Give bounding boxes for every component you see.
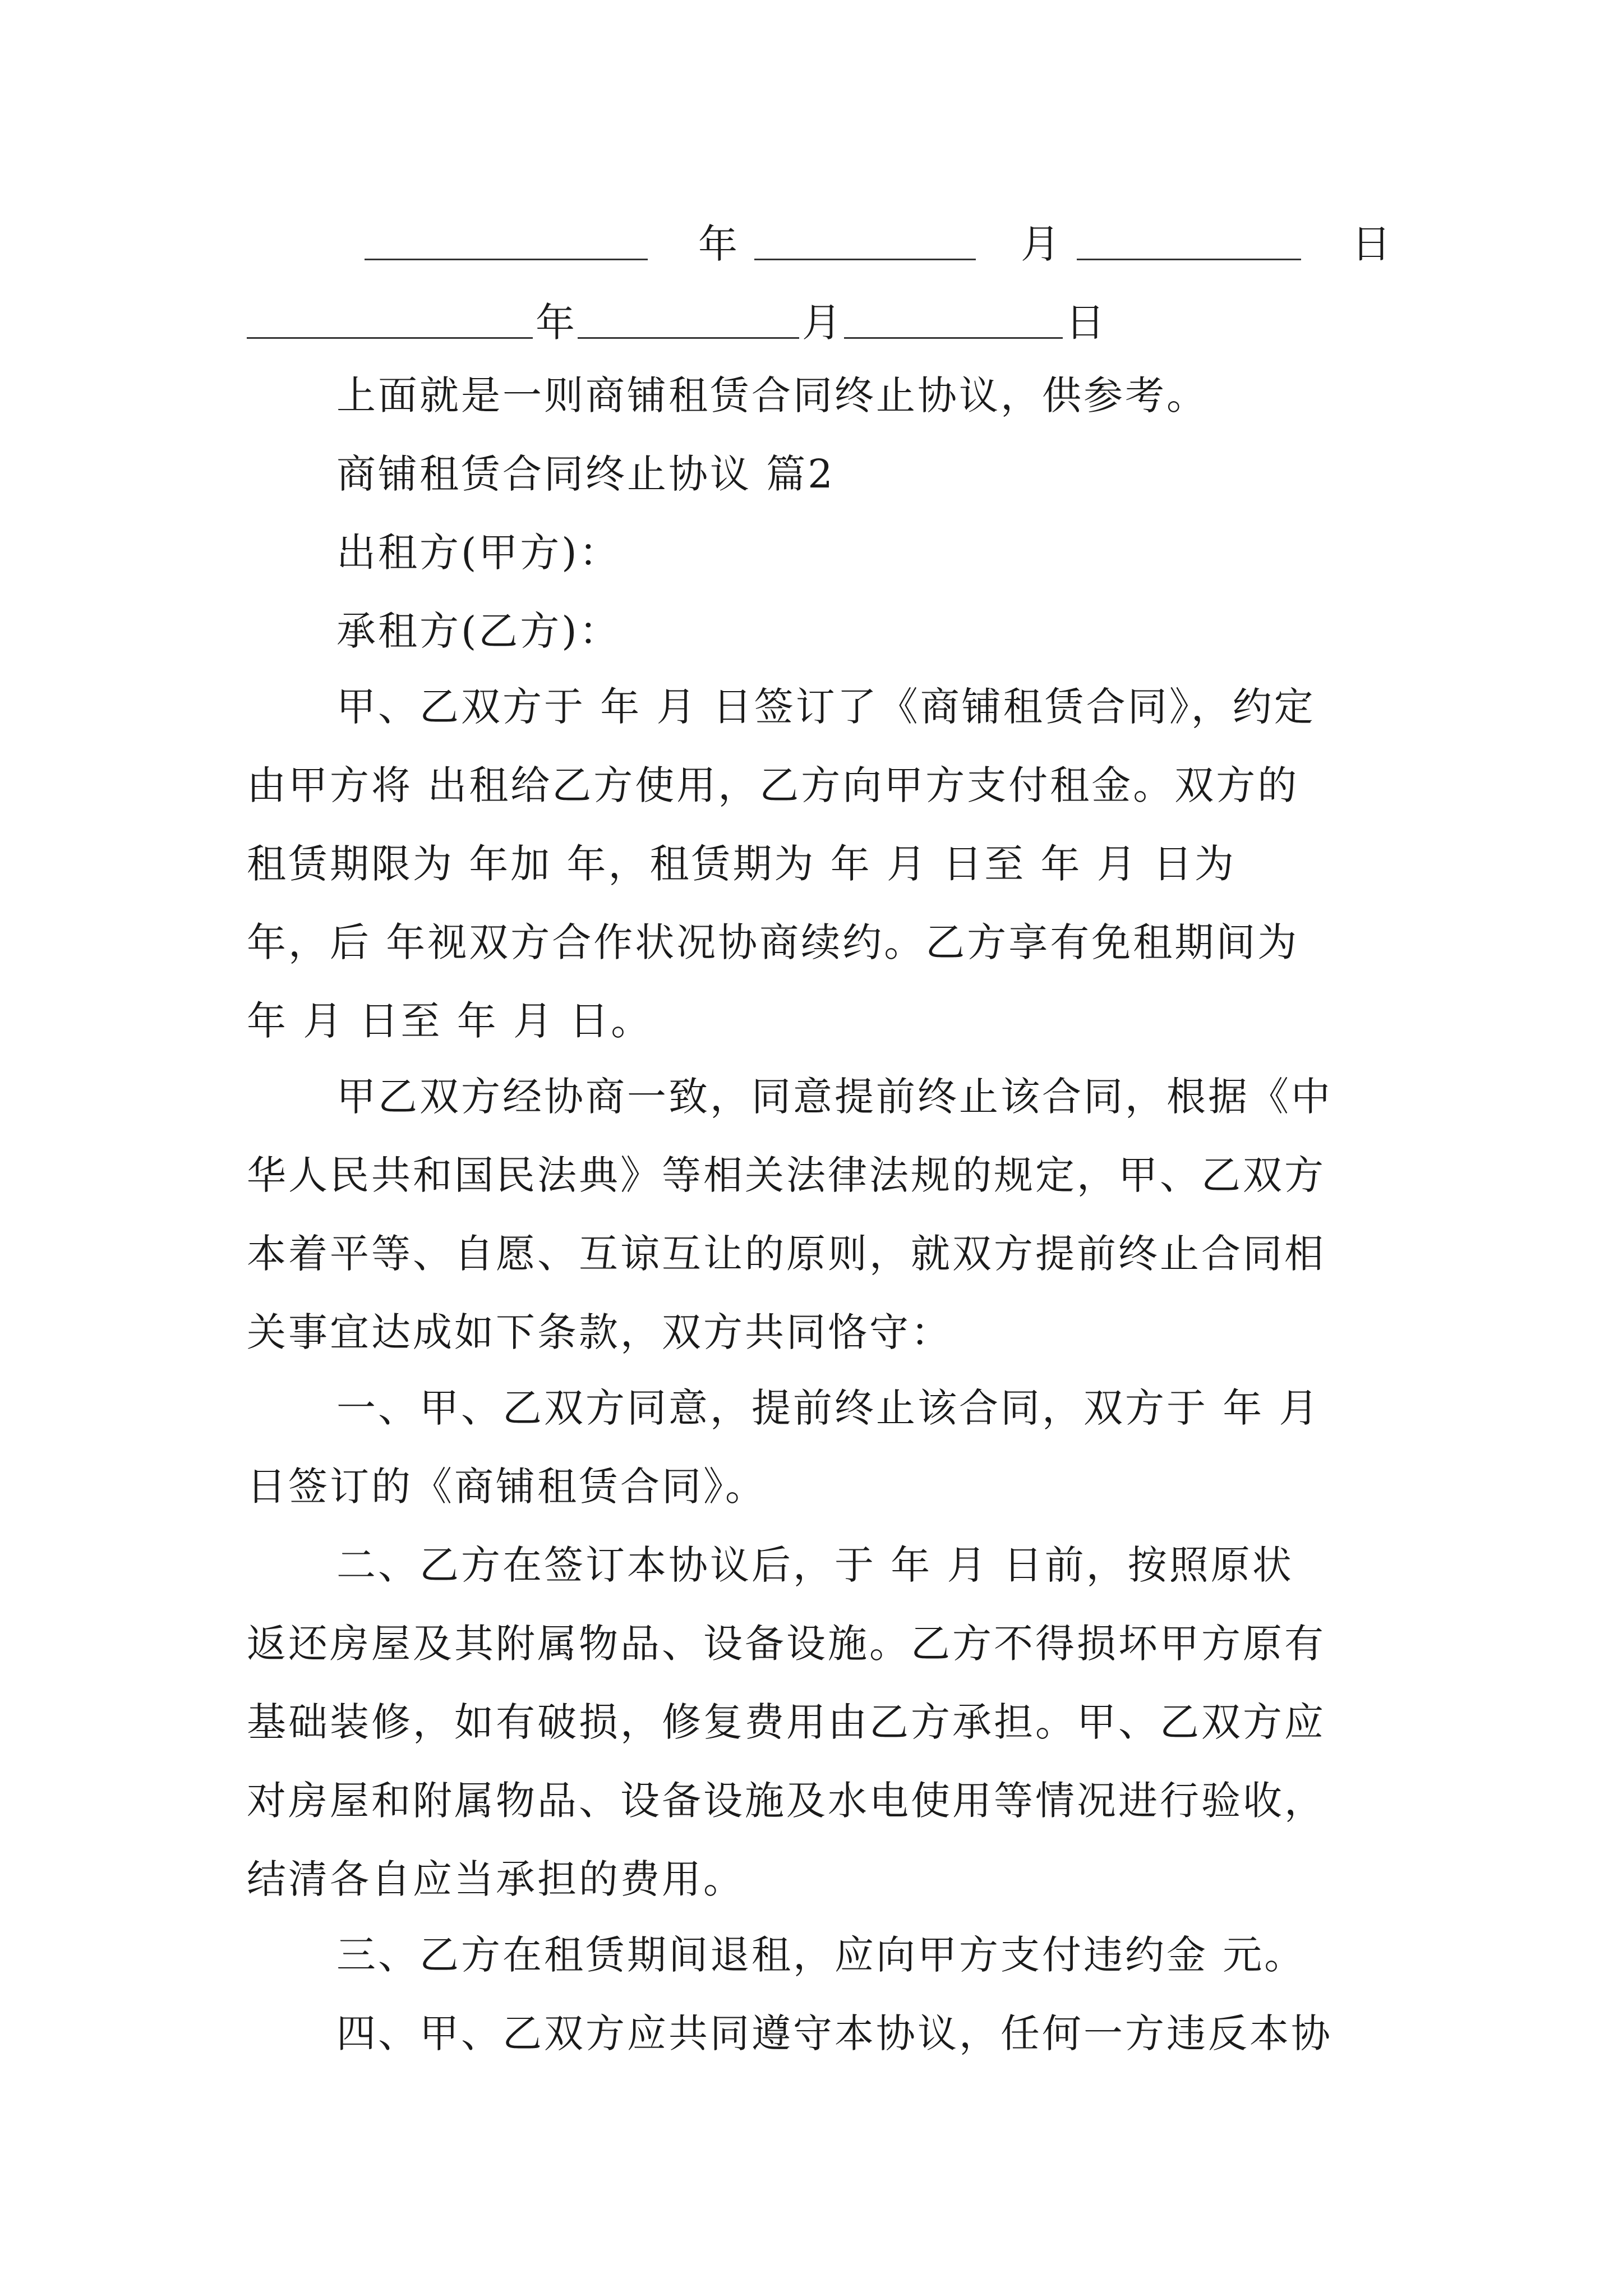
month-blank [754, 259, 976, 260]
text-line: 甲、乙双方于 年 月 日签订了《商铺租赁合同》，约定 [336, 684, 1316, 730]
text-line: 华人民共和国民法典》等相关法律法规的规定，甲、乙双方 [247, 1152, 1326, 1198]
text-line: 上面就是一则商铺租赁合同终止协议，供参考。 [336, 372, 1208, 418]
text-line: 关事宜达成如下条款，双方共同恪守： [247, 1309, 952, 1355]
text-line: 返还房屋及其附属物品、设备设施。乙方不得损坏甲方原有 [247, 1621, 1326, 1667]
month-label: 月 [1021, 221, 1060, 267]
text-line: 本着平等、自愿、互谅互让的原则，就双方提前终止合同相 [247, 1231, 1326, 1277]
text-line: 日签订的《商铺租赁合同》。 [247, 1464, 767, 1510]
month-blank [578, 337, 799, 339]
year-label: 年 [536, 300, 575, 346]
year-label: 年 [698, 221, 737, 267]
text-line: 结清各自应当承担的费用。 [247, 1856, 745, 1902]
lessor-label: 出租方(甲方)： [336, 530, 621, 576]
clause-2: 二、乙方在签订本协议后，于 年 月 日前，按照原状 [336, 1542, 1294, 1588]
text-line: 由甲方将 出租给乙方使用，乙方向甲方支付租金。双方的 [247, 762, 1299, 808]
clause-4: 四、甲、乙双方应共同遵守本协议，任何一方违反本协 [336, 2010, 1332, 2056]
date-blank-row-2 [0, 295, 1623, 351]
section-title: 商铺租赁合同终止协议 篇2 [336, 451, 835, 497]
day-label: 日 [1066, 300, 1105, 346]
year-blank [247, 337, 533, 339]
day-label: 日 [1352, 221, 1391, 267]
text-line: 甲乙双方经协商一致，同意提前终止该合同，根据《中 [336, 1074, 1332, 1120]
text-line: 年，后 年视双方合作状况协商续约。乙方享有免租期间为 [247, 919, 1299, 965]
date-blank-row-1 [0, 216, 1623, 272]
clause-3: 三、乙方在租赁期间退租，应向甲方支付违约金 元。 [336, 1932, 1306, 1978]
text-line: 基础装修，如有破损，修复费用由乙方承担。甲、乙双方应 [247, 1699, 1326, 1745]
clause-1: 一、甲、乙双方同意，提前终止该合同，双方于 年 月 [336, 1385, 1321, 1431]
text-line: 租赁期限为 年加 年，租赁期为 年 月 日至 年 月 日为 [247, 841, 1237, 887]
day-blank [1077, 259, 1301, 260]
day-blank [844, 337, 1063, 339]
year-blank [365, 259, 648, 260]
text-line: 年 月 日至 年 月 日。 [247, 998, 653, 1044]
month-label: 月 [802, 300, 841, 346]
text-line: 对房屋和附属物品、设备设施及水电使用等情况进行验收， [247, 1778, 1326, 1824]
lessee-label: 承租方(乙方)： [336, 608, 621, 654]
